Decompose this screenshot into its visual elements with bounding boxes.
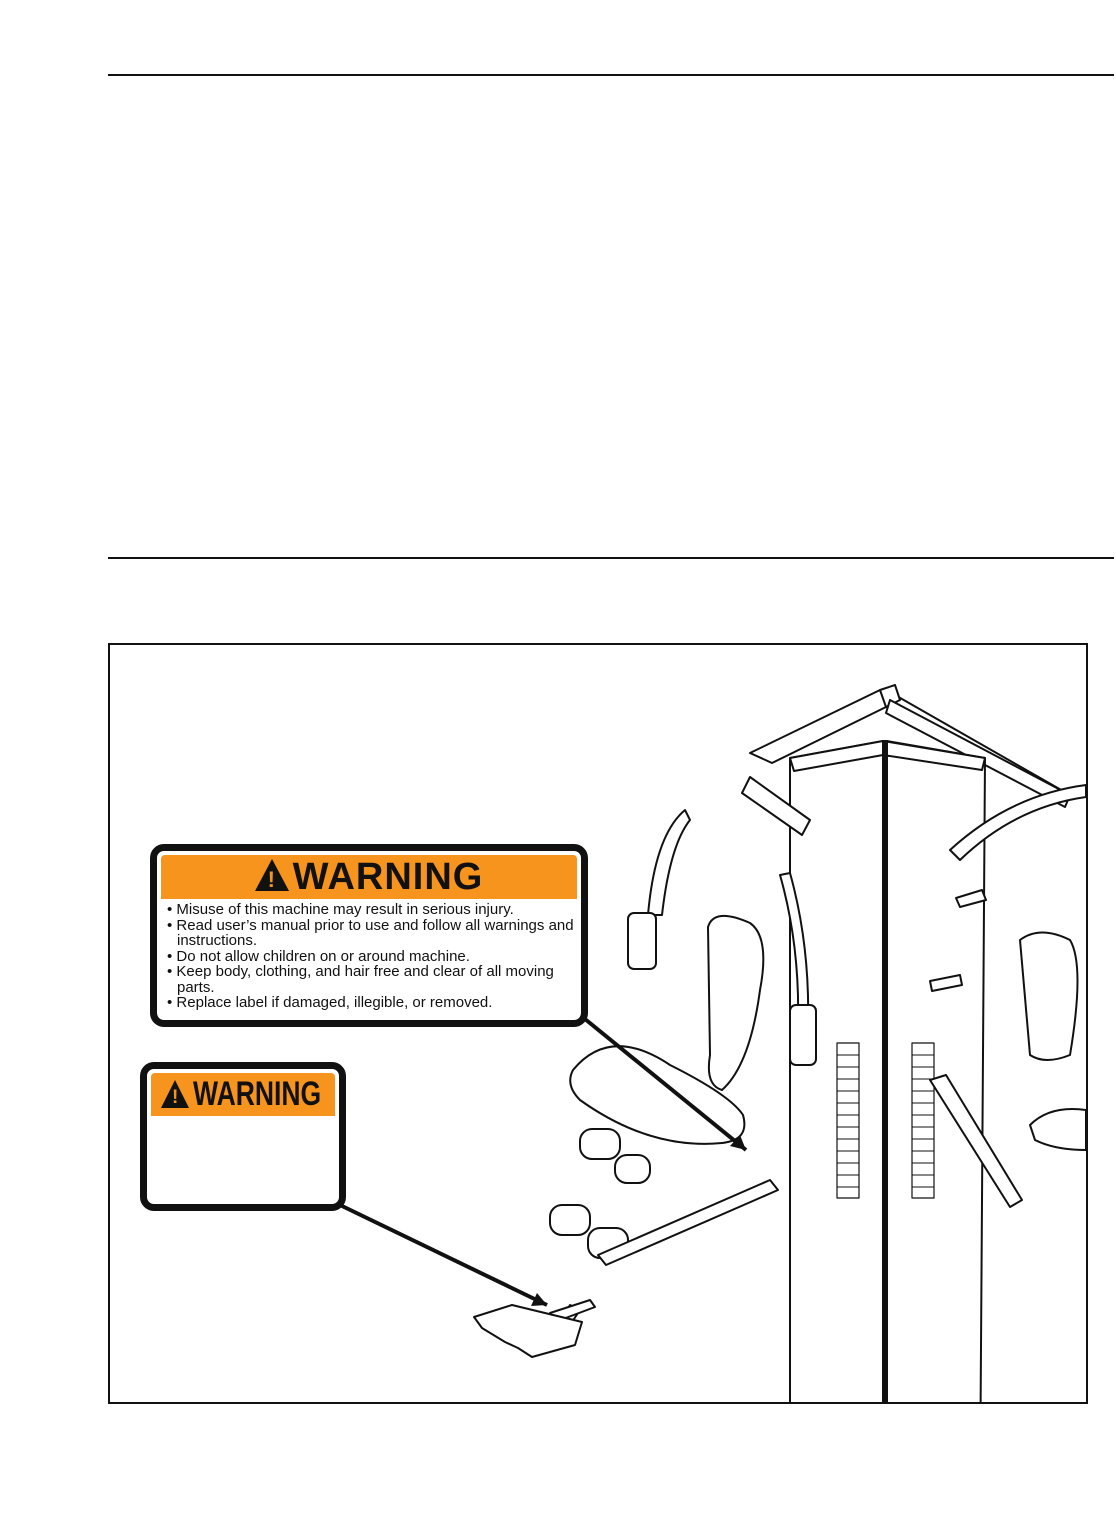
warning-triangle-icon xyxy=(161,1080,189,1108)
warning-item: • Do not allow children on or around machine. xyxy=(165,949,575,965)
warning-banner-text: WARNING xyxy=(193,1075,322,1113)
warning-banner xyxy=(161,855,577,899)
warning-item: • Misuse of this machine may result in serious injury. xyxy=(165,902,575,918)
warning-item: • Keep body, clothing, and hair free and clear of all moving parts. xyxy=(165,964,575,995)
warning-item: • Read user’s manual prior to use and follow all warnings and instructions. xyxy=(165,918,575,949)
warning-triangle-icon xyxy=(255,859,289,891)
warning-banner xyxy=(151,1073,335,1116)
warning-item: • Replace label if damaged, illegible, or removed. xyxy=(165,995,575,1011)
top-rule xyxy=(108,74,1114,76)
secondary-warning-label xyxy=(140,1062,346,1211)
main-warning-label xyxy=(150,844,588,1027)
illustration-frame xyxy=(108,643,1088,1404)
section-rule xyxy=(108,557,1114,559)
warning-banner-text: WARNING xyxy=(292,855,484,898)
warning-list xyxy=(157,902,581,1011)
